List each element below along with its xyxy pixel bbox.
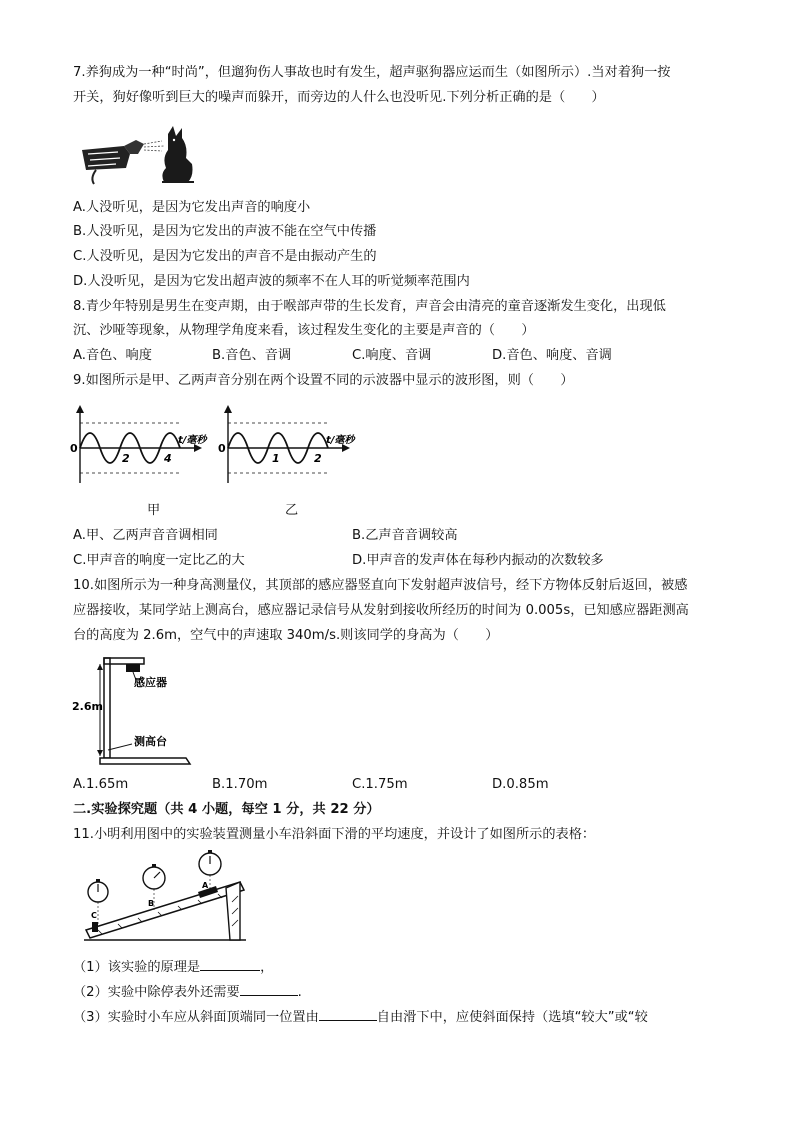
height-meter-figure: [74, 652, 204, 770]
q11-stem: 11.小明利用图中的实验装置测量小车沿斜面下滑的平均速度，并设计了如图所示的表格：: [73, 827, 596, 842]
q11-sub3: [73, 1006, 648, 1027]
platform-label: 测高台: [134, 735, 167, 748]
q10-option-b: B.1.70m: [212, 777, 268, 792]
q11-sub3-prefix: （3）实验时小车应从斜面顶端同一位置由: [73, 1010, 319, 1025]
q8-option-b: B.音色、音调: [212, 348, 292, 363]
left-origin-label: 0: [70, 442, 78, 455]
q9-option-d: D.甲声音的发声体在每秒内振动的次数较多: [352, 553, 604, 568]
mark-b: B: [148, 899, 155, 908]
q10-stem-line3: 台的高度为 2.6m，空气中的声速取 340m/s.则该同学的身高为（ ）: [73, 628, 499, 643]
q10-stem-line2: 应器接收，某同学站上测高台，感应器记录信号从发射到接收所经历的时间为 0.005s，已知感应器距测高: [73, 603, 689, 618]
q11-sub2-blank[interactable]: [240, 981, 298, 996]
q11-sub3-blank[interactable]: [319, 1006, 377, 1021]
q8-option-c: C.响度、音调: [352, 348, 432, 363]
height-label: 2.6m: [72, 700, 103, 713]
q7-option-c: C.人没听见，是因为它发出的声音不是由振动产生的: [73, 249, 377, 264]
mark-a: A: [202, 881, 209, 890]
q8-stem-line2: 沉、沙哑等现象，从物理学角度来看，该过程发生变化的主要是声音的（ ）: [73, 323, 535, 338]
q11-sub2-prefix: （2）实验中除停表外还需要: [73, 985, 240, 1000]
right-origin-label: 0: [218, 442, 226, 455]
q11-sub1-prefix: （1）该实验的原理是: [73, 960, 201, 975]
q9-stem: 9.如图所示是甲、乙两声音分别在两个设置不同的示波器中显示的波形图，则（ ）: [73, 373, 574, 388]
left-tick-a: 2: [122, 452, 130, 465]
q10-option-c: C.1.75m: [352, 777, 408, 792]
sensor-label: 感应器: [134, 676, 167, 689]
q7-option-d: D.人没听见，是因为它发出超声波的频率不在人耳的听觉频率范围内: [73, 274, 470, 289]
q11-sub3-suffix: 自由滑下中，应使斜面保持（选填“较大”或“较: [376, 1010, 648, 1025]
q10-stem-line1: 10.如图所示为一种身高测量仪，其顶部的感应器竖直向下发射超声波信号，经下方物体反射后返回，被感: [73, 578, 688, 593]
q10-option-a: A.1.65m: [73, 777, 129, 792]
q8-stem-line1: 8.青少年特别是男生在变声期，由于喉部声带的生长发育，声音会由清亮的童音逐渐发生变化，出现低: [73, 299, 666, 314]
q9-option-a: A.甲、乙两声音音调相同: [73, 528, 218, 543]
caption-yi: 乙: [285, 503, 299, 518]
q7-stem-line1: 7.养狗成为一种“时尚”，但遛狗伤人事故也时有发生，超声驱狗器应运而生（如图所示）.当对着狗一按: [73, 65, 671, 80]
dog-repeller-figure: [78, 124, 208, 186]
q9-option-b: B.乙声音音调较高: [352, 528, 458, 543]
q11-sub1-blank[interactable]: [200, 956, 260, 971]
q11-sub1: [73, 956, 273, 977]
q11-sub1-suffix: ，: [260, 960, 274, 975]
q10-option-d: D.0.85m: [492, 777, 549, 792]
waveform-figure-right: [218, 405, 368, 490]
q9-option-c: C.甲声音的响度一定比乙的大: [73, 553, 245, 568]
q8-option-d: D.音色、响度、音调: [492, 348, 612, 363]
left-tick-b: 4: [164, 452, 172, 465]
q7-option-b: B.人没听见，是因为它发出的声波不能在空气中传播: [73, 224, 377, 239]
mark-c: C: [91, 911, 97, 920]
caption-jia: 甲: [147, 503, 161, 518]
section2-heading: 二.实验探究题（共 4 小题，每空 1 分，共 22 分）: [73, 802, 380, 817]
q11-sub2: [73, 981, 302, 1002]
right-axis-label: t/毫秒: [326, 435, 355, 446]
q8-option-a: A.音色、响度: [73, 348, 152, 363]
q7-option-a: A.人没听见，是因为它发出声音的响度小: [73, 200, 311, 215]
right-tick-a: 1: [272, 452, 280, 465]
right-tick-b: 2: [314, 452, 322, 465]
left-axis-label: t/毫秒: [178, 435, 207, 446]
q7-stem-line2: 开关，狗好像听到巨大的噪声而躲开，而旁边的人什么也没听见.下列分析正确的是（ ）: [73, 90, 605, 105]
incline-experiment-figure: [78, 850, 253, 945]
waveform-figure-left: [70, 405, 220, 490]
q11-sub2-suffix: .: [297, 985, 302, 1000]
